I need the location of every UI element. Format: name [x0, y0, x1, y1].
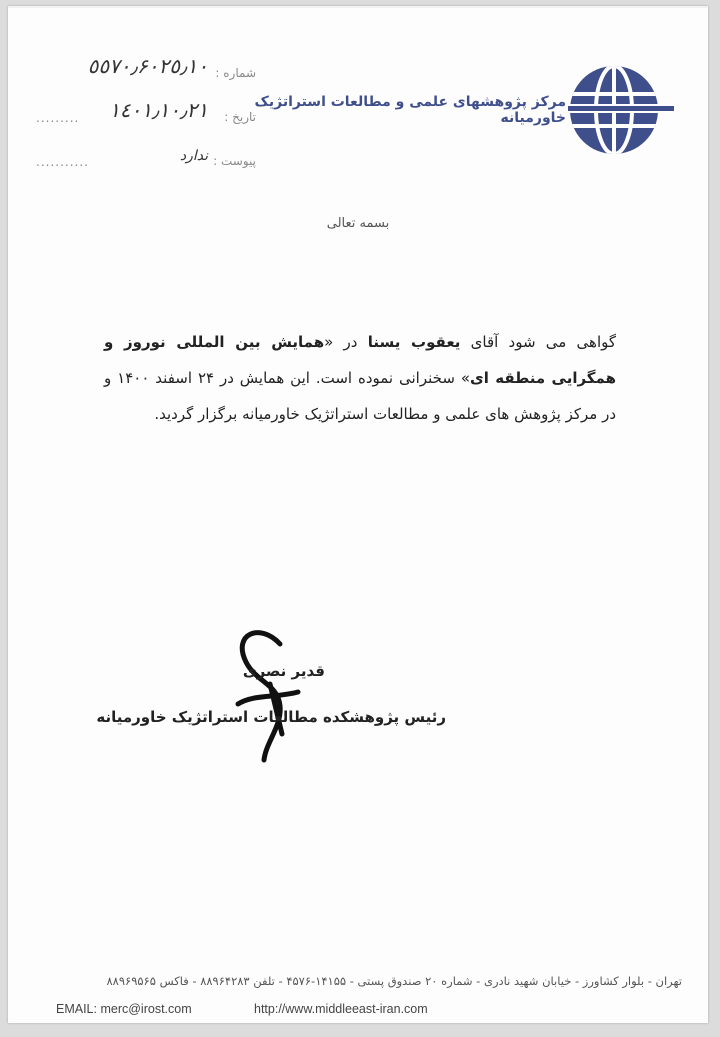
date-label: تاریخ :	[224, 110, 256, 124]
globe-icon	[564, 60, 676, 160]
meta-date-row	[36, 96, 256, 140]
certificate-body	[104, 324, 616, 432]
body-text-3: » سخنرانی نموده است. این همایش در ۲۴ اسفند ۱۴۰۰ و در مرکز پژوهش های علمی و مطالعات استراتژیک خاورمیانه برگزار گردید.	[104, 369, 616, 423]
person-name: یعقوب یسنا	[367, 333, 461, 351]
date-value: ١٤٠١٫١٠٫٢١	[109, 98, 208, 122]
number-value: ٥٥٧٠٫۶٠٢٥٫١٠	[87, 54, 208, 78]
top-edge-line	[8, 6, 708, 8]
meta-attachment-row	[36, 140, 256, 184]
footer-address: تهران - بلوار کشاورز - خیابان شهید نادری - شماره ۲۰ صندوق پستی - ۱۴۱۵۵-۴۵۷۶ - تلفن ۸۸۹۶۴۲۸۳ - فاکس ۸۸۹۶۹۵۶۵	[106, 974, 682, 988]
handwritten-signature	[220, 614, 310, 764]
attachment-label: پیوست :	[213, 154, 256, 168]
letter-page	[8, 6, 708, 1023]
meta-block	[36, 52, 256, 184]
body-text-1: گواهی می شود آقای	[460, 333, 617, 351]
signer-name: قدیر نصری	[242, 662, 325, 680]
attachment-value: ندارد	[179, 148, 208, 164]
footer-website[interactable]: http://www.middleeast-iran.com	[254, 1002, 428, 1016]
footer-email[interactable]: EMAIL: merc@irost.com	[56, 1002, 192, 1016]
event-name: همایش بین المللی نوروز و همگرایی منطقه ای	[104, 333, 616, 387]
dot-leader: .........	[36, 111, 80, 125]
body-text-2: در «	[324, 333, 368, 351]
org-name: مرکز پژوهشهای علمی و مطالعات استراتژیک خاورمیانه	[254, 94, 566, 126]
signer-title: رئیس پژوهشکده مطالعات استراتژیک خاورمیانه	[96, 708, 446, 726]
basmala: بسمه تعالی	[326, 216, 390, 231]
meta-number-row	[36, 52, 256, 96]
dot-leader: ...........	[36, 155, 89, 169]
number-label: شماره :	[215, 66, 256, 80]
